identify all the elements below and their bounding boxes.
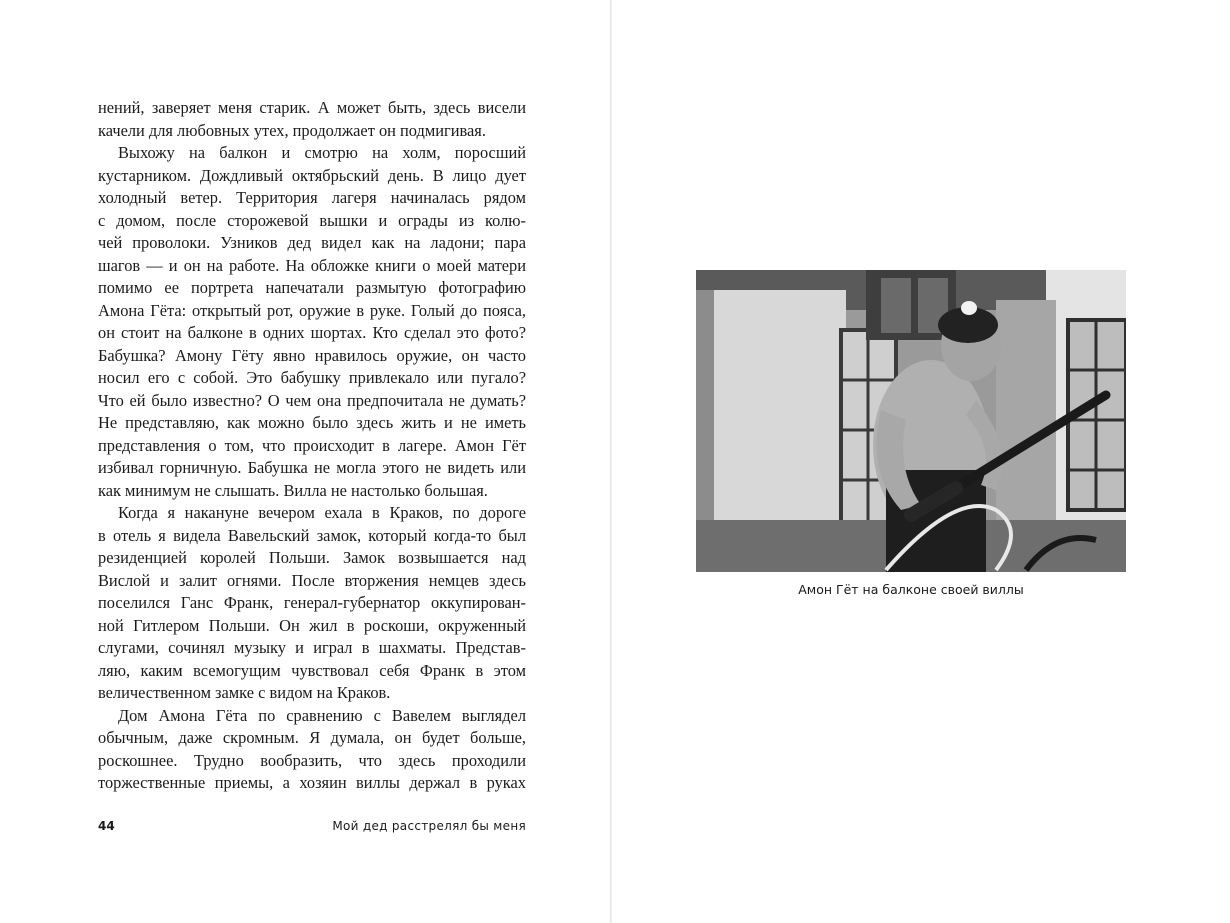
body-text [98,97,526,795]
text-line: Бабушка? Амону Гёту явно нравилось оружие, он часто [98,345,526,365]
text-line: шагов — и он на работе. На обложке книги о моей матери [98,255,526,275]
right-page [612,0,1230,923]
text-line: он стоит на балконе в одних шортах. Кто сделал это фото? [98,323,526,342]
page-number: 44 [98,819,115,833]
text-line: кустарником. Дождливый октябрьский день. В лицо дует [98,165,526,185]
text-line: слугами, сочинял музыку и играл в шахматы. Представ- [98,638,526,657]
text-line: чей проволоки. Узников дед видел как на ладони; пара [98,233,526,252]
text-line: Выхожу на балкон и смотрю на холм, поросший [118,143,526,162]
text-line: величественном замке с видом на Краков. [98,683,391,702]
text-line: Дом Амона Гёта по сравнению с Вавелем выглядел [118,705,526,725]
left-page [0,0,611,923]
text-line: с домом, после сторожевой вышки и ограды из колю- [98,210,526,230]
text-line: избивал горничную. Бабушка не могла этого не видеть или [98,458,526,477]
running-head: Мой дед расстрелял бы меня [332,819,526,833]
text-line: Не представляю, как можно было здесь жить и не иметь [98,413,526,432]
text-line: ляю, каким всемогущим чувствовал себя Франк в этом [98,660,526,680]
text-line: помимо ее портрета напечатали размытую фотографию [98,278,526,297]
photo-amon-goeth-balcony [696,270,1126,572]
text-line: торжественные приемы, а хозяин виллы держал в руках [98,773,526,792]
text-line: поселился Ганс Франк, генерал-губернатор оккупирован- [98,593,526,612]
text-line: обычным, даже скромным. Я думала, он будет больше, [98,728,526,747]
text-line: носил его с собой. Это бабушку привлекало или пугало? [98,368,526,387]
text-line: нений, заверяет меня старик. А может быть, здесь висели [98,98,526,117]
text-line: Вислой и залит огнями. После вторжения немцев здесь [98,570,526,590]
text-line: Что ей было известно? О чем она предпочитала не думать? [98,390,526,410]
text-line: Когда я накануне вечером ехала в Краков, по дороге [118,503,526,522]
text-line: представления о том, что происходит в лагере. Амон Гёт [98,435,526,455]
text-line: как минимум не слышать. Вилла не настолько большая. [98,480,488,500]
text-line: резиденцией королей Польши. Замок возвышается над [98,548,526,567]
text-line: роскошнее. Трудно вообразить, что здесь проходили [98,750,526,770]
text-line: ной Гитлером Польши. Он жил в роскоши, окруженный [98,615,526,635]
page-footer [98,819,526,839]
text-line: в отель я видела Вавельский замок, который когда-то был [98,525,526,545]
text-line: холодный ветер. Территория лагеря начиналась рядом [98,188,526,207]
text-line: качели для любовных утех, продолжает он подмигивая. [98,120,486,140]
photo-caption: Амон Гёт на балконе своей виллы [798,582,1024,597]
text-line: Амона Гёта: открытый рот, оружие в руке. Голый до пояса, [98,300,526,320]
